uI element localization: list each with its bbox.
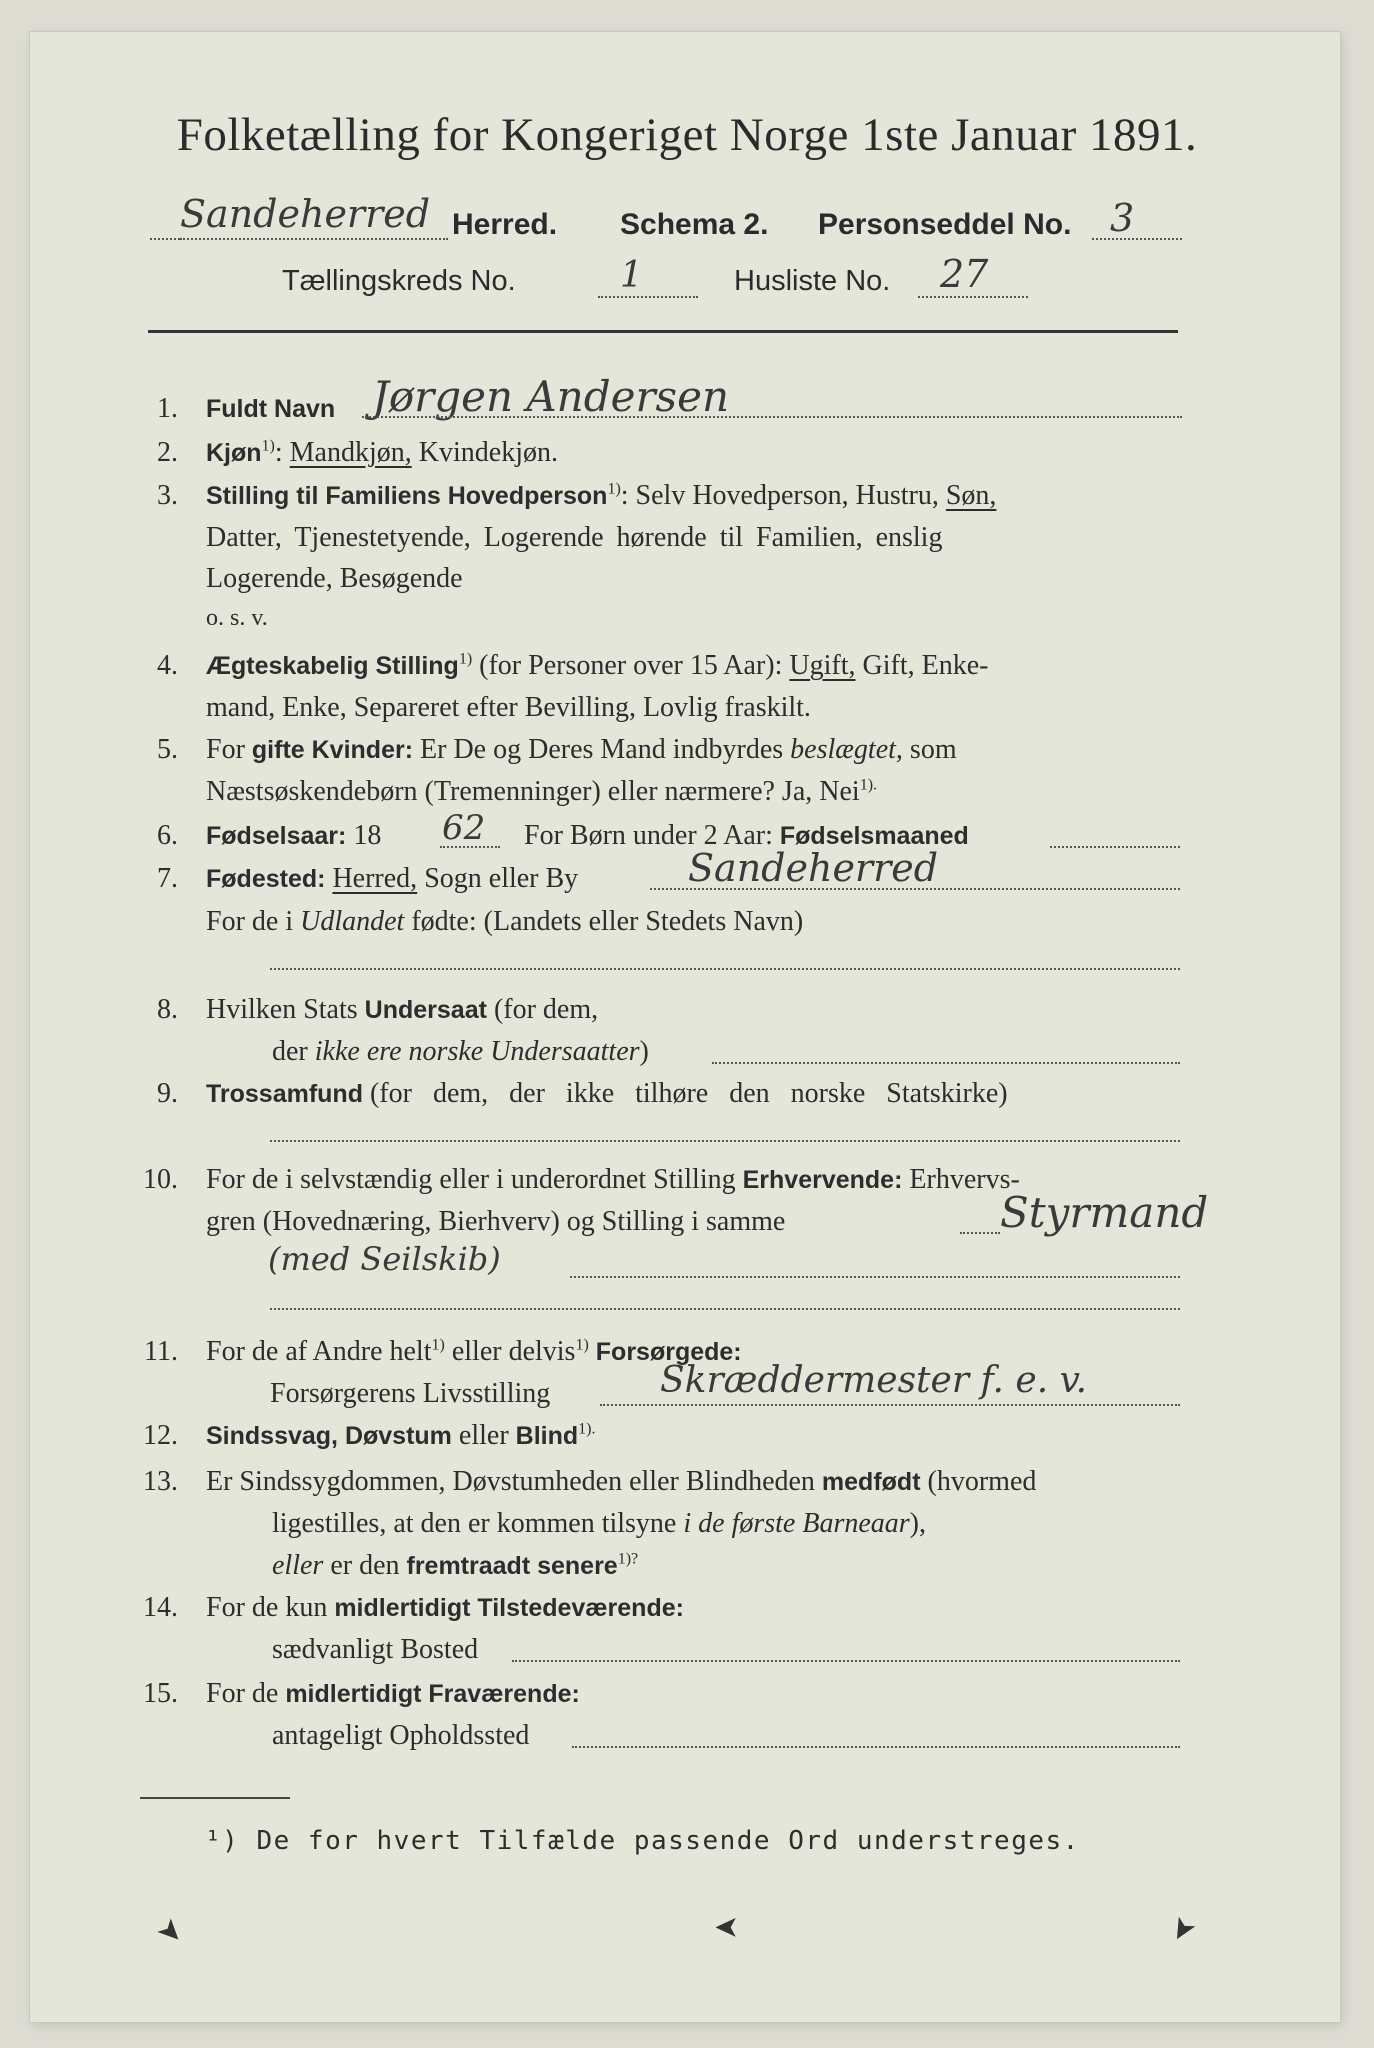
corner-mark-icon: ➤ (1161, 1909, 1205, 1950)
q3-line3: Logerende, Besøgende (206, 563, 463, 594)
q15-text: For de (206, 1678, 279, 1709)
schema-label: Schema 2. (620, 208, 769, 241)
q6-text: For Børn under 2 Aar: (524, 820, 773, 851)
item-number: 3. (157, 480, 178, 511)
q8-label: Undersaat (364, 996, 487, 1024)
q10-label: Erhvervende: (742, 1166, 903, 1194)
form-title: Folketælling for Kongeriget Norge 1ste Januar 1891. (176, 109, 1198, 161)
corner-mark-icon: ➤ (714, 1910, 740, 1945)
q14-line2: sædvanligt Bosted (272, 1634, 479, 1665)
footnote-rule (140, 1797, 290, 1799)
sup: 1)? (617, 1550, 639, 1568)
q7-label: Fødested: (206, 865, 326, 893)
q14-text: For de kun (206, 1592, 328, 1623)
q5-text-c: som (909, 734, 957, 765)
q10-value: Styrmand (1000, 1188, 1209, 1237)
q7-value: Sandeherred (688, 846, 939, 890)
item-number: 5. (157, 734, 178, 765)
personseddel-value: 3 (1110, 196, 1135, 240)
item-number: 2. (157, 437, 178, 468)
q3-text: : Selv Hovedperson, Hustru, (620, 480, 939, 511)
corner-mark-icon: ➤ (149, 1910, 192, 1953)
item-number: 9. (157, 1078, 178, 1109)
q5-text-b: Er De og Deres Mand indbyrdes (420, 734, 784, 765)
sup: 1) (607, 480, 621, 498)
q11-line2: Forsørgerens Livsstilling (270, 1378, 551, 1409)
item-number: 10. (143, 1164, 178, 1195)
item-number: 15. (143, 1678, 178, 1709)
q2-label: Kjøn (206, 439, 262, 467)
q4-text-b: Gift, Enke- (862, 650, 989, 681)
q11-text: For de af Andre helt (206, 1336, 432, 1367)
q5-line2: Næstsøskendebørn (Tremenninger) eller nærmere? Ja, Nei (206, 776, 860, 807)
q7-italic: Udlandet (300, 906, 405, 937)
q3-line4: o. s. v. (206, 605, 268, 631)
kreds-value: 1 (620, 255, 643, 296)
herred-label: Herred. (452, 208, 558, 241)
q13-line3-label: fremtraadt senere (406, 1552, 618, 1580)
item-number: 1. (157, 393, 178, 424)
q12-label2: Blind (515, 1422, 579, 1450)
q7-text: Sogn eller By (424, 863, 579, 894)
q12-label: Sindssvag, Døvstum (206, 1422, 452, 1450)
q1-value: Jørgen Andersen (372, 372, 729, 421)
q3-label: Stilling til Familiens Hovedperson (206, 482, 608, 510)
sup: 1) (458, 650, 473, 668)
q11-text-b: eller delvis (451, 1336, 576, 1367)
item-number: 11. (144, 1336, 178, 1367)
q10-value2: (med Seilskib) (268, 1240, 501, 1278)
q13-line3: er den (330, 1550, 400, 1581)
item-number: 12. (143, 1420, 178, 1451)
q6-label: Fødselsaar: (206, 822, 347, 850)
q3-line2: Datter, Tjenestetyende, Logerende hørende til Familien, enslig (206, 522, 943, 553)
item-number: 14. (143, 1592, 178, 1623)
item-number: 7. (157, 863, 178, 894)
sup: 1) (575, 1336, 589, 1354)
item-number: 8. (157, 994, 178, 1025)
husliste-label: Husliste No. (734, 265, 891, 297)
q1-label: Fuldt Navn (206, 395, 336, 423)
item-number: 6. (157, 820, 178, 851)
q15-line2: antageligt Opholdssted (272, 1720, 530, 1751)
q6-prefix: 18 (353, 820, 382, 851)
q7-line2: For de i (206, 906, 294, 937)
q15-label: midlertidigt Fraværende: (285, 1680, 580, 1708)
q6-label2: Fødselsmaaned (779, 822, 969, 850)
q4-line2: mand, Enke, Separeret efter Bevilling, Lovlig fraskilt. (206, 692, 811, 723)
q13-italic: i de første Barneaar (683, 1508, 910, 1539)
q5-label: gifte Kvinder: (251, 736, 414, 764)
kreds-label: Tællingskreds No. (282, 265, 516, 297)
q13-line3-it: eller (272, 1550, 324, 1581)
q13-label: medfødt (821, 1468, 921, 1496)
q10-text: For de i selvstændig eller i underordnet Stilling (206, 1164, 736, 1195)
q4-label: Ægteskabelig Stilling (206, 652, 459, 680)
q13-text-b: (hvormed (927, 1466, 1037, 1497)
q3-selected: Søn, (945, 480, 997, 511)
q2-option: Kvindekjøn. (418, 437, 558, 468)
q4-selected: Ugift, (789, 650, 856, 681)
q14-label: midlertidigt Tilstedeværende: (334, 1594, 684, 1622)
q10-line2: gren (Hovednæring, Bierhverv) og Stilling i samme (206, 1206, 786, 1237)
personseddel-label: Personseddel No. (818, 208, 1072, 241)
q6-value: 62 (442, 808, 486, 848)
q7-selected: Herred, (332, 863, 418, 894)
header-rule (148, 330, 1178, 333)
q10-text-b: Erhvervs- (909, 1164, 1020, 1195)
q8-line2-b: ) (639, 1036, 649, 1067)
q5-text: For (206, 734, 245, 765)
q8-text-b: (for dem, (493, 994, 599, 1025)
q9-label: Trossamfund (206, 1080, 363, 1108)
husliste-value: 27 (940, 252, 989, 296)
q8-line2: der (272, 1036, 308, 1067)
footnote: ¹) De for hvert Tilfælde passende Ord understreges. (205, 1826, 1080, 1856)
sup: 1) (431, 1336, 445, 1354)
q13-line2: ligestilles, at den er kommen tilsyne (272, 1508, 677, 1539)
q13-text: Er Sindssygdommen, Døvstumheden eller Blindheden (206, 1466, 815, 1497)
q2-selected: Mandkjøn, (289, 437, 412, 468)
q7-line2-b: fødte: (Landets eller Stedets Navn) (411, 906, 804, 937)
q11-value: Skræddermester f. e. v. (660, 1360, 1088, 1401)
q12-text: eller (458, 1420, 509, 1451)
q4-text: (for Personer over 15 Aar): (479, 650, 783, 681)
q11-label: Forsørgede: (595, 1338, 742, 1366)
sup: 1). (578, 1420, 596, 1438)
sup: 1) (261, 437, 275, 455)
sup: 1). (859, 776, 878, 794)
q8-italic: ikke ere norske Undersaatter (314, 1036, 640, 1067)
item-number: 13. (143, 1466, 178, 1497)
q9-text: (for dem, der ikke tilhøre den norske Statskirke) (369, 1078, 1008, 1109)
q13-line2-b: ), (909, 1508, 926, 1539)
herred-value: Sandeherred (180, 192, 431, 236)
q8-text: Hvilken Stats (206, 994, 358, 1025)
q5-italic: beslægtet, (790, 734, 903, 765)
item-number: 4. (157, 650, 178, 681)
